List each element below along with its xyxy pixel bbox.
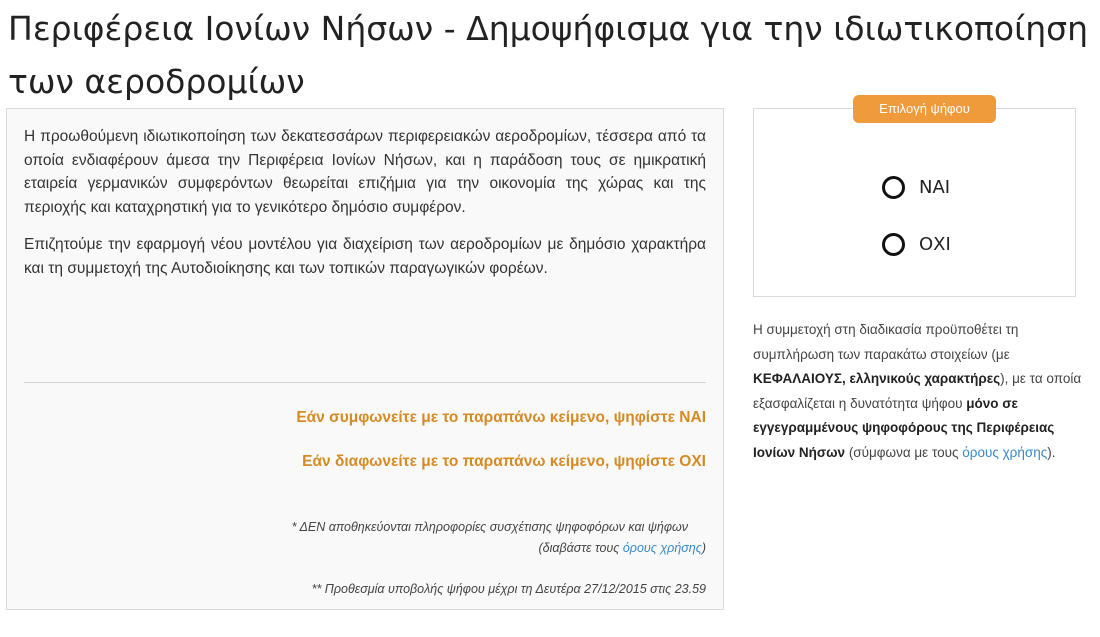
terms-note bbox=[539, 538, 706, 559]
no-option-label[interactable]: ΟΧΙ bbox=[919, 233, 951, 255]
terms-note-suffix: ) bbox=[701, 541, 706, 555]
vote-no-instruction: Εάν διαφωνείτε με το παραπάνω κείμενο, ψηφίστε ΟΧΙ bbox=[302, 453, 706, 470]
vote-selection-badge: Επιλογή ψήφου bbox=[853, 95, 996, 123]
vote-option-no[interactable] bbox=[882, 229, 951, 259]
yes-option-label[interactable]: ΝΑΙ bbox=[919, 176, 951, 198]
vote-option-yes[interactable] bbox=[882, 172, 950, 202]
deadline-note: ** Προθεσμία υποβολής ψήφου μέχρι τη Δευτέρα 27/12/2015 στις 23.59 bbox=[311, 582, 706, 596]
vote-yes-instruction: Εάν συμφωνείτε με το παραπάνω κείμενο, ψηφίστε ΝΑΙ bbox=[296, 409, 706, 426]
vote-selection-panel bbox=[753, 108, 1076, 297]
info-text-3: (σύμφωνα με τους bbox=[845, 444, 963, 460]
intro-paragraph: Η προωθούμενη ιδιωτικοποίηση των δεκατεσσάρων περιφερειακών αεροδρομίων, τέσσερα από τα οποία ενδιαφέρουν άμεσα την Περιφέρεια Ιονίων Νήσων, και η παράδοση τους σε ημικρατική εταιρεία γερμανικών συμφερόντων θεωρείται επιζήμια για την οικονομία της χώρας και της περιοχής και καταχρηστική για το γενικότερο δημόσιο συμφέρον. bbox=[24, 128, 706, 216]
divider bbox=[24, 382, 706, 383]
participation-info bbox=[753, 318, 1096, 465]
info-text-4: ). bbox=[1047, 444, 1056, 460]
privacy-note: * ΔΕΝ αποθηκεύονται πληροφορίες συσχέτισης ψηφοφόρων και ψήφων bbox=[291, 520, 688, 534]
info-text-2: ), με τα οποία εξασφαλίζεται η δυνατότητα ψήφου bbox=[753, 371, 1082, 411]
proposal-paragraph: Επιζητούμε την εφαρμογή νέου μοντέλου για διαχείριση των αεροδρομίων με δημόσιο χαρακτήρα και τη συμμετοχή της Αυτοδιοίκησης και των τοπικών παραγωγικών φορέων. bbox=[24, 236, 706, 277]
info-terms-link[interactable]: όρους χρήσης bbox=[962, 444, 1048, 460]
info-text-1: Η συμμετοχή στη διαδικασία προϋποθέτει τη συμπλήρωση των παρακάτω στοιχείων (με bbox=[753, 322, 1019, 362]
info-bold-1: ΚΕΦΑΛΑΙΟΥΣ, ελληνικούς χαρακτήρες bbox=[753, 371, 1001, 386]
terms-note-prefix: (διαβάστε τους bbox=[538, 541, 623, 555]
info-bold-2: μόνο σε εγγεγραμμένους ψηφοφόρους της Περιφέρειας Ιονίων Νήσων bbox=[753, 395, 1055, 460]
page-title: Περιφέρεια Ιονίων Νήσων - Δημοψήφισμα για την ιδιωτικοποίηση των αεροδρομίων bbox=[8, 9, 1089, 101]
referendum-text-panel bbox=[6, 108, 724, 610]
referendum-text-content bbox=[24, 125, 706, 609]
no-radio-button[interactable] bbox=[882, 233, 905, 256]
yes-radio-button[interactable] bbox=[882, 176, 905, 199]
terms-of-use-link[interactable]: όρους χρήσης bbox=[622, 541, 702, 555]
